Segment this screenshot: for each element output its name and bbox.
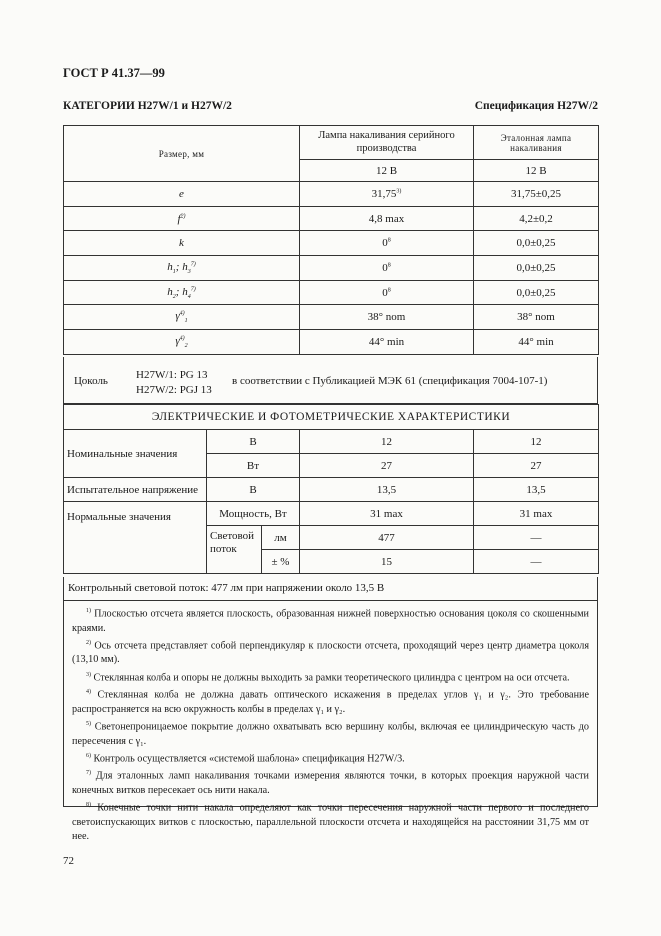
footnote: [72, 749, 589, 767]
dimension-symbol: [64, 206, 300, 231]
symbol-text: γ: [175, 310, 180, 323]
footnote: [72, 604, 589, 636]
symbol-footnote-mark-2: 7): [190, 285, 196, 292]
symbol-text-2: ; h: [175, 285, 188, 298]
footnote: [72, 685, 589, 717]
serial-value-text: 0: [382, 261, 388, 274]
reference-value: 0,0±0,25: [474, 280, 599, 305]
serial-footnote-mark: 8: [387, 286, 391, 293]
symbol-subscript-2: 4: [187, 293, 191, 300]
footnote: [72, 766, 589, 798]
footnote-mark: 4): [86, 689, 91, 696]
unit-watt: Вт: [207, 454, 300, 478]
symbol-subscript: 1: [184, 318, 188, 325]
control-flux-note: Контрольный световой поток: 477 лм при напряжении около 13,5 В: [63, 577, 598, 601]
dimension-row: [64, 256, 599, 281]
specification-title: Спецификация H27W/2: [474, 100, 598, 112]
page-number: 72: [63, 855, 74, 867]
footnote-mark: 1): [86, 608, 91, 614]
footnote-text: Контроль осуществляется «системой шаблона» спецификация H27W/3.: [93, 753, 405, 765]
unit-volt: В: [207, 430, 300, 454]
footnote-mark: 8): [86, 802, 91, 809]
reference-value: 4,2±0,2: [474, 206, 599, 231]
serial-footnote-mark: 3): [396, 188, 402, 195]
serial-value: [300, 305, 474, 330]
serial-value-text: 0: [382, 286, 388, 299]
flux-serial: 477: [300, 526, 474, 550]
symbol-subscript: 2: [184, 343, 188, 350]
power-serial: 31 max: [300, 502, 474, 526]
footnote-text: Для эталонных ламп накаливания точками измерения являются точки, в которых проекция наружной части конечных витков пересекает ось нити накала.: [72, 770, 590, 796]
symbol-text-2: ; h: [175, 260, 188, 273]
test-voltage-unit: В: [207, 478, 300, 502]
cap-label: Цоколь: [74, 375, 108, 387]
luminous-flux-label: Световой поток: [207, 526, 262, 574]
dimension-symbol: [64, 305, 300, 330]
cap-type-2: H27W/2: PGJ 13: [136, 384, 212, 396]
dimension-symbol: [64, 182, 300, 207]
serial-value: [300, 256, 474, 281]
reference-value: 0,0±0,25: [474, 231, 599, 256]
dimension-row: [64, 231, 599, 256]
footnote-text: Конечные точки нити накала определяют как точки пересечения наружной части первого и последнего светоиспускающих витков с плоскостью, параллельной плоскости отсчета и находящейся на расстоянии 31,75 мм от нее.: [72, 802, 589, 842]
dimension-symbol: [64, 256, 300, 281]
reference-lamp-header: Эталонная лампа накаливания: [474, 126, 599, 160]
footnote-mark: 7): [86, 770, 91, 777]
footnote: [72, 717, 589, 749]
power-ref: 31 max: [474, 502, 599, 526]
cap-reference: в соответствии с Публикацией МЭК 61 (спецификация 7004-107-1): [232, 375, 548, 387]
dimension-row: [64, 206, 599, 231]
symbol-text: f: [177, 212, 181, 225]
symbol-subscript: 2: [172, 293, 176, 300]
footnote-text: Светонепроницаемое покрытие должно охватывать всю вершину колбы, включая ее цилиндрическую часть до пересечения с γ₁.: [72, 721, 590, 747]
serial-value-text: 4,8 max: [368, 212, 405, 225]
category-title: КАТЕГОРИИ H27W/1 и H27W/2: [63, 100, 232, 112]
symbol-footnote-mark: 2): [180, 212, 186, 219]
nominal-volt-serial: 12: [300, 430, 474, 454]
nominal-watt-serial: 27: [300, 454, 474, 478]
cap-type-1: H27W/1: PG 13: [136, 369, 208, 381]
footnotes: [63, 601, 598, 842]
electrical-table: [63, 404, 599, 574]
footnote: [72, 668, 589, 686]
normal-values-label: Нормальные значения: [64, 502, 207, 574]
serial-footnote-mark: 8: [387, 237, 391, 244]
serial-value-text: 0: [382, 237, 388, 250]
symbol-text: k: [179, 237, 184, 250]
dimension-row: [64, 305, 599, 330]
footnote: [72, 798, 589, 844]
serial-voltage: 12 В: [300, 160, 474, 182]
reference-value: 31,75±0,25: [474, 182, 599, 207]
footnote-text: Стеклянная колба не должна давать оптического искажения в пределах углов γ₁ и γ₂. Это требование распространяется на всю окружность колбы в пределах γ₁ и γ₂.: [72, 689, 589, 715]
reference-value: 38° nom: [474, 305, 599, 330]
symbol-footnote-mark: 4): [179, 335, 185, 342]
dimension-row: [64, 280, 599, 305]
tolerance-serial: 15: [300, 550, 474, 574]
tolerance-ref: —: [474, 550, 599, 574]
power-label: Мощность, Вт: [207, 502, 300, 526]
dimension-row: [64, 182, 599, 207]
unit-percent: ± %: [262, 550, 300, 574]
serial-lamp-header: Лампа накаливания серийного производства: [300, 126, 474, 160]
size-header: Размер, мм: [64, 126, 300, 182]
test-voltage-label: Испытательное напряжение: [64, 478, 207, 502]
test-voltage-serial: 13,5: [300, 478, 474, 502]
footnote-mark: 5): [86, 720, 91, 727]
electrical-section-title: ЭЛЕКТРИЧЕСКИЕ И ФОТОМЕТРИЧЕСКИЕ ХАРАКТЕРИСТИКИ: [64, 405, 599, 430]
dimension-symbol: [64, 330, 300, 355]
serial-value-text: 31,75: [371, 187, 397, 200]
serial-value: [300, 231, 474, 256]
serial-footnote-mark: 8: [387, 262, 391, 269]
symbol-text: h: [167, 285, 173, 298]
nominal-values-label: Номинальные значения: [64, 430, 207, 478]
flux-ref: —: [474, 526, 599, 550]
nominal-watt-ref: 27: [474, 454, 599, 478]
serial-value-text: 44° min: [368, 335, 405, 348]
symbol-text: e: [179, 187, 184, 200]
dimension-symbol: [64, 280, 300, 305]
symbol-subscript: 1: [172, 269, 176, 275]
serial-value: [300, 280, 474, 305]
footnote-text: Ось отсчета представляет собой перпендикуляр к плоскости отсчета, проходящий через центр диаметра цоколя (13,10 мм).: [72, 640, 589, 666]
serial-value: [300, 182, 474, 207]
footnote-mark: 3): [86, 671, 91, 678]
serial-value-text: 38° nom: [367, 311, 406, 324]
cap-row: [63, 357, 598, 404]
symbol-subscript-2: 3: [187, 269, 191, 275]
dimensions-table: [63, 125, 599, 355]
nominal-volt-ref: 12: [474, 430, 599, 454]
symbol-text: h: [167, 260, 173, 273]
standard-number: ГОСТ Р 41.37—99: [63, 66, 165, 80]
dimension-symbol: [64, 231, 300, 256]
serial-value: [300, 330, 474, 355]
dimension-row: [64, 330, 599, 355]
footnote-mark: 2): [86, 639, 91, 646]
serial-value: [300, 206, 474, 231]
reference-value: 0,0±0,25: [474, 256, 599, 281]
reference-value: 44° min: [474, 330, 599, 355]
footnote-text: Плоскостью отсчета является плоскость, образованная нижней поверхностью основания цоколя со скошенными краями.: [72, 608, 590, 634]
reference-voltage: 12 В: [474, 160, 599, 182]
unit-lumen: лм: [262, 526, 300, 550]
footnote-mark: 6): [86, 752, 91, 759]
cap-types: [136, 368, 212, 398]
test-voltage-ref: 13,5: [474, 478, 599, 502]
symbol-footnote-mark-2: 7): [190, 261, 196, 268]
symbol-text: γ: [175, 334, 180, 347]
symbol-footnote-mark: 4): [179, 310, 185, 317]
footnote: [72, 636, 589, 668]
footnote-text: Стеклянная колба и опоры не должны выходить за рамки теоретического цилиндра с центром на оси отсчета.: [93, 671, 570, 683]
